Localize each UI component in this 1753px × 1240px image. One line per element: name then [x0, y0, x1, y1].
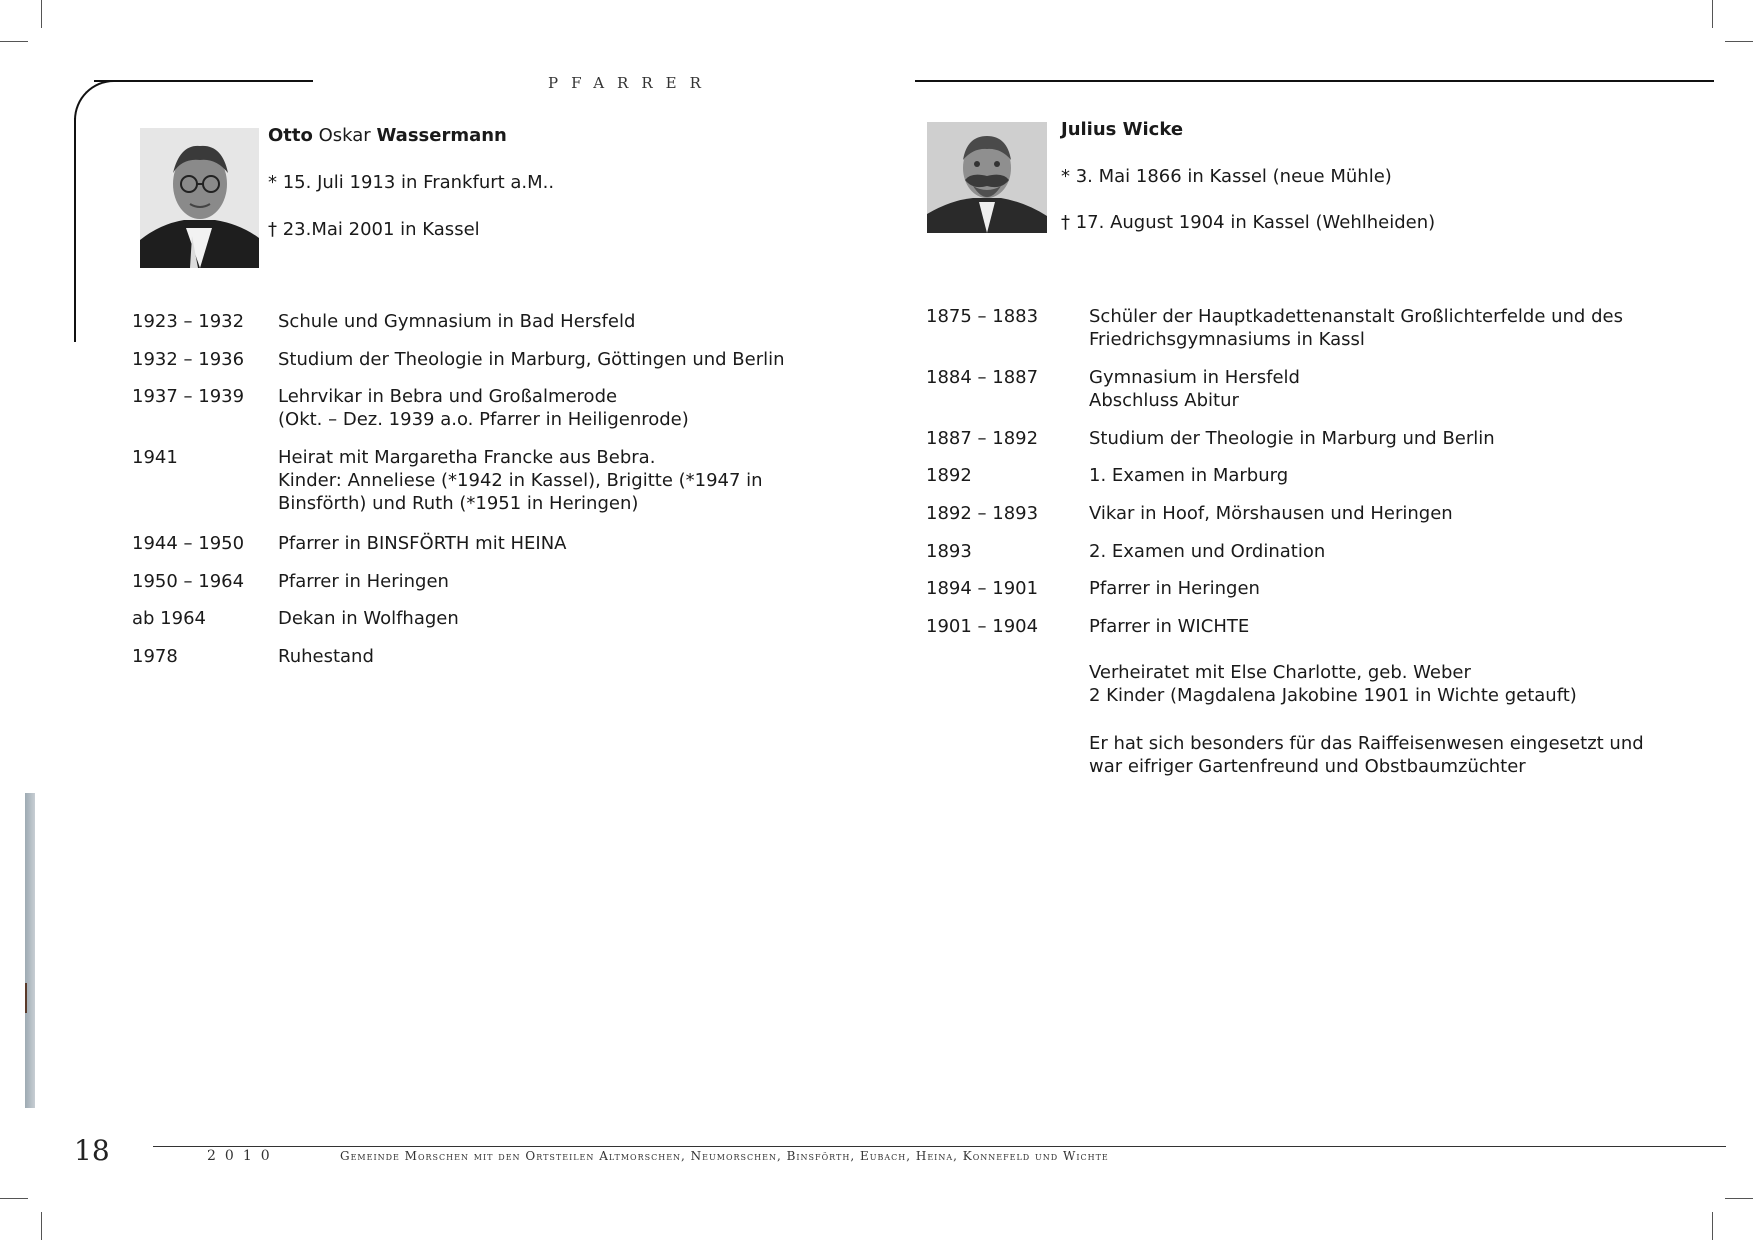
timeline-row — [132, 570, 449, 593]
timeline-years: 1937 – 1939 — [132, 386, 245, 407]
timeline-row — [132, 310, 635, 333]
header-corner-arc — [74, 80, 116, 122]
death-info-left: † 23.Mai 2001 in Kassel — [268, 219, 480, 240]
timeline-years: 1923 – 1932 — [132, 311, 245, 332]
biography-note: Er hat sich besonders für das Raiffeisenwesen eingesetzt und war eifriger Gartenfreund und Obstbaumzüchter — [1089, 733, 1644, 777]
timeline-years: 1884 – 1887 — [926, 367, 1039, 388]
timeline-years: 1893 — [926, 541, 972, 562]
timeline-text: Studium der Theologie in Marburg, Göttingen und Berlin — [278, 349, 785, 370]
last-name: Wassermann — [376, 125, 507, 146]
timeline-years: 1944 – 1950 — [132, 533, 245, 554]
timeline-text: 2. Examen und Ordination — [1089, 541, 1326, 562]
person-name-right — [1061, 119, 1183, 140]
crop-mark-bottom-right-v — [1712, 1212, 1713, 1240]
timeline-years: 1978 — [132, 646, 178, 667]
timeline-text: 1. Examen in Marburg — [1089, 465, 1289, 486]
timeline-years: 1894 – 1901 — [926, 578, 1039, 599]
timeline-text: Lehrvikar in Bebra und Großalmerode (Okt. – Dez. 1939 a.o. Pfarrer in Heiligenrode) — [278, 386, 689, 430]
timeline-row — [926, 464, 1288, 487]
birth-info-left: * 15. Juli 1913 in Frankfurt a.M.. — [268, 172, 555, 193]
timeline-text: Dekan in Wolfhagen — [278, 608, 459, 629]
timeline-text: Vikar in Hoof, Mörshausen und Heringen — [1089, 503, 1453, 524]
timeline-text: Pfarrer in WICHTE — [1089, 616, 1250, 637]
timeline-row — [926, 615, 1249, 638]
crop-mark-bottom-left-v — [41, 1212, 42, 1240]
header-rule-right — [915, 80, 1714, 82]
header-rule-left — [94, 80, 313, 82]
footer-publication-title: Gemeinde Morschen mit den Ortsteilen Altmorschen, Neumorschen, Binsförth, Eubach, Heina, Konnefeld und Wichte — [340, 1149, 1109, 1163]
portrait-photo-wassermann — [140, 128, 259, 268]
timeline-years: 1892 – 1893 — [926, 503, 1039, 524]
timeline-years: 1941 — [132, 447, 178, 468]
crop-mark-top-right-h — [1725, 41, 1753, 42]
death-info-right: † 17. August 1904 in Kassel (Wehlheiden) — [1061, 212, 1436, 233]
first-name: Otto — [268, 125, 313, 146]
footer-rule — [153, 1146, 1726, 1147]
timeline-years: 1901 – 1904 — [926, 616, 1039, 637]
timeline-years: 1950 – 1964 — [132, 571, 245, 592]
side-image-strip — [25, 793, 35, 1108]
timeline-years: 1875 – 1883 — [926, 306, 1039, 327]
timeline-text: Studium der Theologie in Marburg und Berlin — [1089, 428, 1495, 449]
full-name: Julius Wicke — [1061, 119, 1184, 140]
timeline-years: ab 1964 — [132, 608, 206, 629]
portrait-photo-wicke — [927, 122, 1047, 233]
page-number: 18 — [74, 1134, 110, 1167]
timeline-text: Heirat mit Margaretha Francke aus Bebra. Kinder: Anneliese (*1942 in Kassel), Brigitte (*1947 in Binsförth) und Ruth (*1951 in Heringen) — [278, 447, 763, 514]
timeline-row — [132, 385, 689, 431]
timeline-row — [926, 577, 1260, 600]
page-section-title: PFARRER — [548, 74, 714, 92]
timeline-text: Schüler der Hauptkadettenanstalt Großlichterfelde und des Friedrichsgymnasiums in Kassl — [1089, 306, 1623, 350]
person-name-left — [268, 125, 507, 146]
timeline-row — [132, 348, 785, 371]
timeline-row — [132, 532, 566, 555]
timeline-row — [132, 607, 459, 630]
timeline-row — [132, 446, 763, 515]
timeline-years: 1892 — [926, 465, 972, 486]
crop-mark-top-left-v — [41, 0, 42, 28]
crop-mark-bottom-right-h — [1725, 1198, 1753, 1199]
timeline-row — [926, 427, 1495, 450]
timeline-years: 1932 – 1936 — [132, 349, 245, 370]
timeline-row — [132, 645, 374, 668]
marriage-note: Verheiratet mit Else Charlotte, geb. Weber 2 Kinder (Magdalena Jakobine 1901 in Wichte getauft) — [1089, 662, 1577, 706]
birth-info-right: * 3. Mai 1866 in Kassel (neue Mühle) — [1061, 166, 1392, 187]
crop-mark-top-left-h — [0, 41, 28, 42]
timeline-text: Schule und Gymnasium in Bad Hersfeld — [278, 311, 636, 332]
crop-mark-bottom-left-h — [0, 1198, 28, 1199]
crop-mark-top-right-v — [1712, 0, 1713, 28]
timeline-row — [926, 366, 1300, 412]
timeline-row — [926, 305, 1623, 351]
side-strip-mark — [25, 983, 27, 1013]
timeline-text: Gymnasium in Hersfeld Abschluss Abitur — [1089, 367, 1300, 411]
timeline-row — [926, 502, 1453, 525]
timeline-text: Ruhestand — [278, 646, 374, 667]
footer-year: 2010 — [207, 1148, 279, 1164]
timeline-years: 1887 – 1892 — [926, 428, 1039, 449]
timeline-text: Pfarrer in BINSFÖRTH mit HEINA — [278, 533, 567, 554]
timeline-text: Pfarrer in Heringen — [278, 571, 449, 592]
timeline-row — [926, 540, 1325, 563]
left-margin-line — [74, 118, 76, 342]
timeline-text: Pfarrer in Heringen — [1089, 578, 1260, 599]
middle-name: Oskar — [318, 125, 371, 146]
